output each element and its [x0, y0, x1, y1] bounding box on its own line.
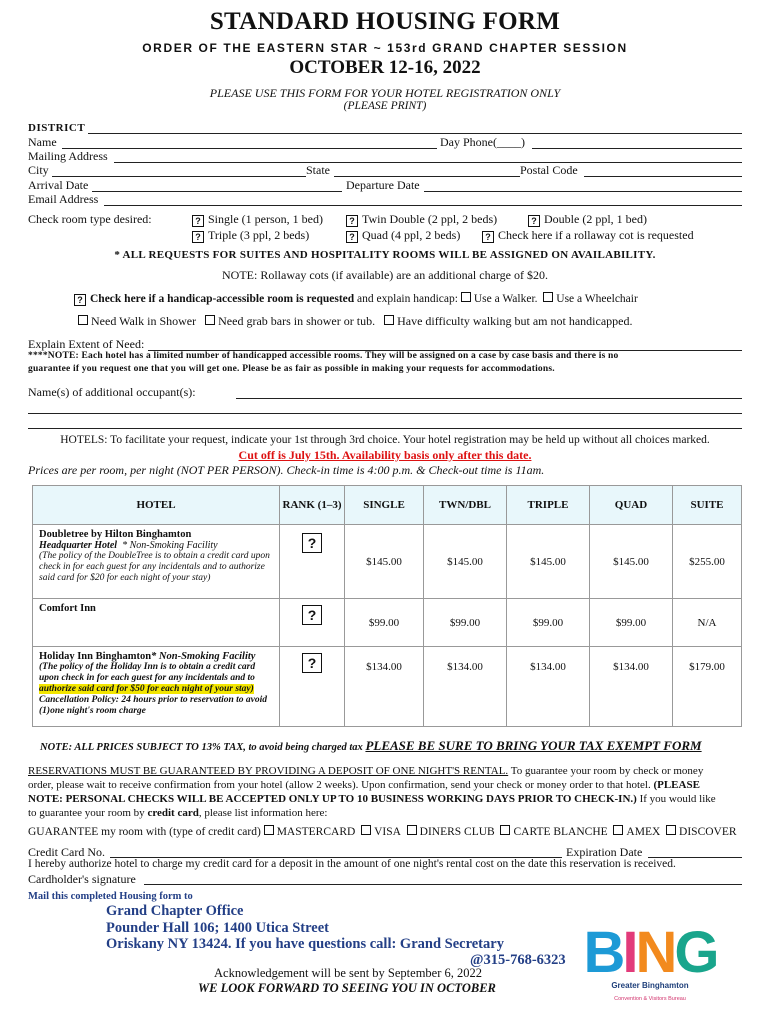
reservations-line-4: to guarantee your room by credit card, please list information here: — [28, 807, 328, 819]
usage-notice: PLEASE USE THIS FORM FOR YOUR HOTEL REGISTRATION ONLY — [209, 86, 561, 100]
handicap-note-2: guarantee if you request one that you will get one. Please be as fair as possible in making your requests for accommodations. — [28, 364, 555, 374]
col-triple: TRIPLE — [507, 486, 590, 525]
extent-label: Explain Extent of Need: — [28, 337, 145, 351]
hotel-cell — [33, 525, 280, 599]
col-hotel: HOTEL — [33, 486, 280, 525]
postal-code-label: Postal Code — [520, 163, 578, 177]
price-suite: $179.00 — [673, 647, 742, 727]
card-type-row: GUARANTEE my room with (type of credit card) MASTERCARD VISA DINERS CLUB CARTE BLANCHE AMEX DISCOVER — [28, 826, 737, 838]
price-triple: $145.00 — [507, 525, 590, 599]
occupants-field-1[interactable] — [236, 398, 742, 399]
rank-box-icon[interactable]: ? — [302, 605, 322, 625]
carte-blanche-checkbox[interactable] — [500, 825, 510, 835]
hotel-sub2: * Non-Smoking Facility — [151, 651, 256, 662]
room-type-label: Check room type desired: — [28, 212, 152, 226]
room-option-twin[interactable]: ? Twin Double (2 ppl, 2 beds) — [346, 212, 497, 227]
amex-checkbox[interactable] — [613, 825, 623, 835]
reservations-line-2: order, please wait to receive confirmation from your hotel (allow 2 weeks). Upon confirmation, send your check or money order to that hotel. (PLEASE — [28, 779, 700, 791]
room-option-double[interactable]: ? Double (2 ppl, 1 bed) — [528, 212, 647, 227]
departure-date-label: Departure Date — [346, 178, 420, 192]
checkbox-icon[interactable]: ? — [192, 215, 204, 227]
table-row — [33, 647, 742, 727]
tax-note: NOTE: ALL PRICES SUBJECT TO 13% TAX, to avoid being charged tax PLEASE BE SURE TO BRING YOUR TAX EXEMPT FORM — [40, 738, 702, 753]
office-name: Grand Chapter Office — [106, 903, 244, 919]
room-option-triple[interactable]: ? Triple (3 ppl, 2 beds) — [192, 228, 309, 243]
logo-line-2: Convention & Visitors Bureau — [614, 996, 686, 1002]
office-address-2: Oriskany NY 13424. If you have questions call: Grand Secretary — [106, 936, 504, 952]
arrival-date-field[interactable] — [92, 191, 342, 192]
event-dates: OCTOBER 12-16, 2022 — [289, 57, 481, 78]
occupants-field-3[interactable] — [28, 428, 742, 429]
prices-note: Prices are per room, per night (NOT PER PERSON). Check-in time is 4:00 p.m. & Check-out time is 11am. — [28, 463, 545, 477]
city-field[interactable] — [52, 176, 306, 177]
cancellation-policy: Cancellation Policy: 24 hours prior to reservation to avoid (1)one night's room charge — [39, 695, 268, 716]
wheelchair-checkbox[interactable] — [543, 292, 553, 302]
table-header-row — [33, 486, 742, 525]
district-label: DISTRICT — [28, 122, 86, 134]
checkbox-icon[interactable]: ? — [346, 215, 358, 227]
table-row — [33, 525, 742, 599]
room-option-single[interactable]: ? Single (1 person, 1 bed) — [192, 212, 323, 227]
hotel-cell — [33, 647, 280, 727]
col-single: SINGLE — [345, 486, 424, 525]
closing-line: WE LOOK FORWARD TO SEEING YOU IN OCTOBER — [198, 981, 496, 995]
day-phone-field[interactable] — [532, 148, 742, 149]
acknowledgement-note: Acknowledgement will be sent by September 6, 2022 — [214, 966, 482, 980]
checkbox-icon[interactable]: ? — [528, 215, 540, 227]
name-label: Name — [28, 135, 57, 149]
mailing-address-field[interactable] — [114, 162, 742, 163]
visa-checkbox[interactable] — [361, 825, 371, 835]
checkbox-icon[interactable]: ? — [346, 231, 358, 243]
price-quad: $145.00 — [590, 525, 673, 599]
state-label: State — [306, 163, 330, 177]
email-label: Email Address — [28, 192, 99, 206]
price-single: $145.00 — [345, 525, 424, 599]
handicap-note-1: ****NOTE: Each hotel has a limited number of handicapped accessible rooms. They will be assigned on a case by case basis and there is no — [28, 351, 619, 361]
grab-bars-checkbox[interactable] — [205, 315, 215, 325]
print-notice: (PLEASE PRINT) — [343, 100, 427, 112]
logo-line-1: Greater Binghamton — [611, 981, 689, 990]
room-option-rollaway[interactable]: ? Check here if a rollaway cot is requested — [482, 228, 694, 243]
price-twn-dbl: $99.00 — [424, 599, 507, 647]
expiration-label: Expiration Date — [566, 845, 643, 859]
rank-box-icon[interactable]: ? — [302, 653, 322, 673]
cardholder-label: Cardholder's signature — [28, 872, 136, 886]
col-twn-dbl: TWN/DBL — [424, 486, 507, 525]
rank-cell[interactable] — [280, 525, 345, 599]
handicap-checkbox-icon[interactable]: ? — [74, 294, 86, 306]
price-triple: $134.00 — [507, 647, 590, 727]
hotel-sub: Headquarter Hotel — [39, 540, 118, 551]
rank-box-icon[interactable]: ? — [302, 533, 322, 553]
bing-logo-letters — [583, 914, 717, 985]
diners-club-checkbox[interactable] — [407, 825, 417, 835]
price-triple: $99.00 — [507, 599, 590, 647]
price-suite: N/A — [673, 599, 742, 647]
hotel-policy: (The policy of the Holiday Inn is to obtain a credit card upon check in for each guest for any incidentals and to — [39, 662, 256, 683]
bing-logo — [583, 914, 717, 1014]
departure-date-field[interactable] — [424, 191, 742, 192]
price-quad: $134.00 — [590, 647, 673, 727]
hotel-name: Comfort Inn — [39, 603, 96, 614]
handicap-needs-row: Need Walk in Shower Need grab bars in shower or tub. Have difficulty walking but am not handicapped. — [78, 314, 632, 329]
price-single: $99.00 — [345, 599, 424, 647]
handicap-row: ? Check here if a handicap-accessible room is requested and explain handicap: Use a Walker. Use a Wheelchair — [74, 292, 638, 306]
mail-label: Mail this completed Housing form to — [28, 891, 193, 902]
hotel-name: Holiday Inn Binghamton — [39, 651, 152, 662]
secretary-phone: @315-768-6323 — [470, 952, 566, 968]
difficulty-checkbox[interactable] — [384, 315, 394, 325]
col-suite: SUITE — [673, 486, 742, 525]
suites-note: * ALL REQUESTS FOR SUITES AND HOSPITALITY ROOMS WILL BE ASSIGNED ON AVAILABILITY. — [114, 249, 656, 261]
walker-checkbox[interactable] — [461, 292, 471, 302]
svg-text:BING: BING — [583, 920, 717, 985]
cutoff-note: Cut off is July 15th. Availability basis only after this date. — [238, 448, 532, 462]
district-field[interactable] — [88, 133, 742, 134]
price-quad: $99.00 — [590, 599, 673, 647]
hotels-table — [32, 485, 742, 727]
tax-exempt-note: PLEASE BE SURE TO BRING YOUR TAX EXEMPT FORM — [365, 738, 702, 753]
credit-card-label: Credit Card No. — [28, 845, 105, 859]
name-field[interactable] — [62, 148, 437, 149]
day-phone-label: Day Phone(____) — [440, 135, 525, 149]
price-single: $134.00 — [345, 647, 424, 727]
occupants-field-2[interactable] — [28, 413, 742, 414]
cardholder-signature-field[interactable] — [144, 884, 742, 885]
price-twn-dbl: $134.00 — [424, 647, 507, 727]
form-title: STANDARD HOUSING FORM — [209, 8, 561, 35]
reservations-line-1: RESERVATIONS MUST BE GUARANTEED BY PROVIDING A DEPOSIT OF ONE NIGHT'S RENTAL. To guarantee your room by check or money — [28, 765, 704, 777]
price-twn-dbl: $145.00 — [424, 525, 507, 599]
rollaway-note: NOTE: Rollaway cots (if available) are an additional charge of $20. — [222, 268, 548, 282]
col-rank: RANK (1–3) — [280, 486, 345, 525]
discover-checkbox[interactable] — [666, 825, 676, 835]
shower-checkbox[interactable] — [78, 315, 88, 325]
rank-cell[interactable] — [280, 647, 345, 727]
postal-code-field[interactable] — [584, 176, 742, 177]
table-row — [33, 599, 742, 647]
hotel-sub2: * Non-Smoking Facility — [122, 540, 218, 551]
mastercard-checkbox[interactable] — [264, 825, 274, 835]
room-option-quad[interactable]: ? Quad (4 ppl, 2 beds) — [346, 228, 460, 243]
rank-cell[interactable] — [280, 599, 345, 647]
state-field[interactable] — [334, 176, 520, 177]
authorization-text: I hereby authorize hotel to charge my credit card for a deposit in the amount of one night's rental cost on the date this reservation is received. — [28, 858, 676, 870]
occupants-label: Name(s) of additional occupant(s): — [28, 385, 196, 399]
checkbox-icon[interactable]: ? — [482, 231, 494, 243]
hotel-policy: (The policy of the DoubleTree is to obtain a credit card upon check in for each guest for any incidentals and to authorize said card for $20 for each night of your stay) — [39, 551, 270, 583]
reservations-line-3: NOTE: PERSONAL CHECKS WILL BE ACCEPTED ONLY UP TO 10 BUSINESS WORKING DAYS PRIOR TO CHECK-IN.) If you would like — [28, 793, 716, 805]
mailing-address-label: Mailing Address — [28, 149, 108, 163]
checkbox-icon[interactable]: ? — [192, 231, 204, 243]
col-quad: QUAD — [590, 486, 673, 525]
arrival-date-label: Arrival Date — [28, 178, 89, 192]
hotels-intro: HOTELS: To facilitate your request, indicate your 1st through 3rd choice. Your hotel registration may be held up without all choices marked. — [60, 434, 710, 446]
email-field[interactable] — [104, 205, 742, 206]
hotel-name: Doubletree by Hilton Binghamton — [39, 529, 192, 540]
form-subtitle: ORDER OF THE EASTERN STAR ~ 153rd GRAND CHAPTER SESSION — [142, 41, 628, 55]
price-suite: $255.00 — [673, 525, 742, 599]
hotel-cell — [33, 599, 280, 647]
hotel-policy-highlight: authorize said card for $50 for each night of your stay) — [39, 684, 254, 694]
city-label: City — [28, 163, 49, 177]
office-address-1: Pounder Hall 106; 1400 Utica Street — [106, 920, 329, 936]
